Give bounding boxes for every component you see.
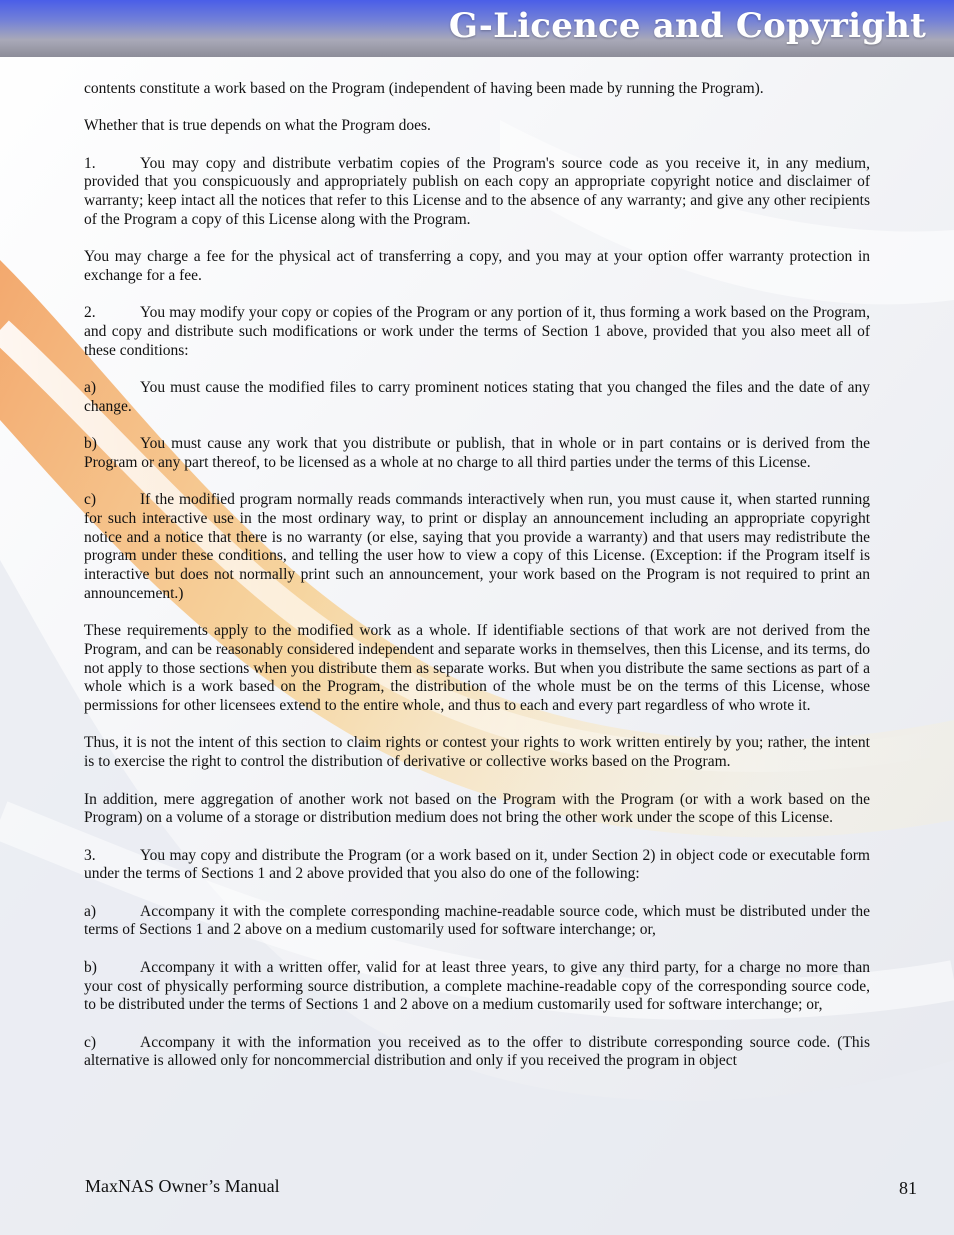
paragraph xyxy=(84,379,870,416)
paragraph xyxy=(84,622,870,716)
paragraph xyxy=(84,80,870,99)
paragraph-text: Thus, it is not the intent of this section to claim rights or contest your rights to work written entirely by you; rather, the intent is to exercise the right to control the distribution of derivative or collective works based on the Program. xyxy=(84,734,870,771)
paragraph xyxy=(84,155,870,230)
license-text xyxy=(84,80,870,1071)
paragraph xyxy=(84,791,870,828)
paragraph-number: 2. xyxy=(84,304,96,322)
paragraph-text: contents constitute a work based on the Program (independent of having been made by running the Program). xyxy=(84,80,764,97)
paragraph xyxy=(84,734,870,771)
paragraph-number: 1. xyxy=(84,154,96,172)
paragraph-text: Accompany it with the complete corresponding machine-readable source code, which must be distributed under the terms of Sections 1 and 2 above on a medium customarily used for software interchange; or, xyxy=(84,902,870,939)
paragraph-text: You may modify your copy or copies of the Program or any portion of it, thus forming a work based on the Program, and copy and distribute such modifications or work under the terms of Section 1 above, provided that you also meet all of these conditions: xyxy=(84,304,870,359)
paragraph xyxy=(84,903,870,940)
paragraph-number: a) xyxy=(84,379,97,397)
manual-name: MaxNAS Owner’s Manual xyxy=(85,1176,280,1196)
page-number: 81 xyxy=(899,1178,917,1198)
paragraph-number: b) xyxy=(84,435,97,453)
paragraph-text: If the modified program normally reads commands interactively when run, you must cause it, when started running for such interactive use in the most ordinary way, to print or display an announcement including an appropriate copyright notice and a notice that there is no warranty (or else, saying that you provide a warranty) and that users may redistribute the program under these conditions, and telling the user how to view a copy of this License. (Exception: if the Program itself is interactive but does not normally print such an announcement, your work based on the Program is not required to print an announcement.) xyxy=(84,491,870,602)
paragraph-text: Whether that is true depends on what the Program does. xyxy=(84,117,431,135)
page-header xyxy=(0,0,954,57)
paragraph-text: You may charge a fee for the physical act of transferring a copy, and you may at your option offer warranty protection in exchange for a fee. xyxy=(84,248,870,284)
paragraph xyxy=(84,847,870,884)
paragraph xyxy=(84,435,870,472)
paragraph-text: Accompany it with a written offer, valid for at least three years, to give any third party, for a charge no more than your cost of physically performing source distribution, a complete machine-readable copy of the corresponding source code, to be distributed under the terms of Sections 1 and 2 above on a medium customarily used for software interchange; or, xyxy=(84,958,870,1014)
paragraph xyxy=(84,959,870,1015)
paragraph-number: c) xyxy=(84,1033,97,1051)
paragraph xyxy=(84,491,870,603)
paragraph-text: Accompany it with the information you received as to the offer to distribute corresponding source code. (This alternative is allowed only for noncommercial distribution and only if you received the program in object xyxy=(84,1033,870,1070)
paragraph-text: You must cause any work that you distribute or publish, that in whole or in part contains or is derived from the Program or any part thereof, to be licensed as a whole at no charge to all third parties under the terms of this License. xyxy=(84,435,870,471)
paragraph-number: b) xyxy=(84,958,97,976)
paragraph-text: In addition, mere aggregation of another work not based on the Program with the Program (or with a work based on the Program) on a volume of a storage or distribution medium does not bring the other work under the scope of this License. xyxy=(84,790,870,827)
paragraph-text: These requirements apply to the modified work as a whole. If identifiable sections of that work are not derived from the Program, and can be reasonably considered independent and separate works in themselves, then this License, and its terms, do not apply to those sections when you distribute them as separate works. But when you distribute the same sections as part of a whole which is a work based on the Program, the distribution of the whole must be on the terms of this License, whose permissions for other licensees extend to the entire whole, and thus to each and every part regardless of who wrote it. xyxy=(84,622,870,715)
paragraph-text: You may copy and distribute the Program (or a work based on it, under Section 2) in object code or executable form under the terms of Sections 1 and 2 above provided that you also do one of the following: xyxy=(84,846,870,883)
page-title: G-Licence and Copyright xyxy=(448,6,926,46)
paragraph xyxy=(84,304,870,360)
paragraph-number: 3. xyxy=(84,846,96,864)
content-area xyxy=(0,57,954,1167)
paragraph-text: You must cause the modified files to carry prominent notices stating that you changed the files and the date of any change. xyxy=(84,379,870,415)
paragraph xyxy=(84,117,870,136)
paragraph xyxy=(84,248,870,285)
paragraph xyxy=(84,1034,870,1071)
paragraph-number: a) xyxy=(84,902,97,920)
paragraph-number: c) xyxy=(84,491,97,509)
paragraph-text: You may copy and distribute verbatim copies of the Program's source code as you receive it, in any medium, provided that you conspicuously and appropriately publish on each copy an appropriate copyright notice and disclaimer of warranty; keep intact all the notices that refer to this License and to the absence of any warranty; and give any other recipients of the Program a copy of this License along with the Program. xyxy=(84,154,870,228)
